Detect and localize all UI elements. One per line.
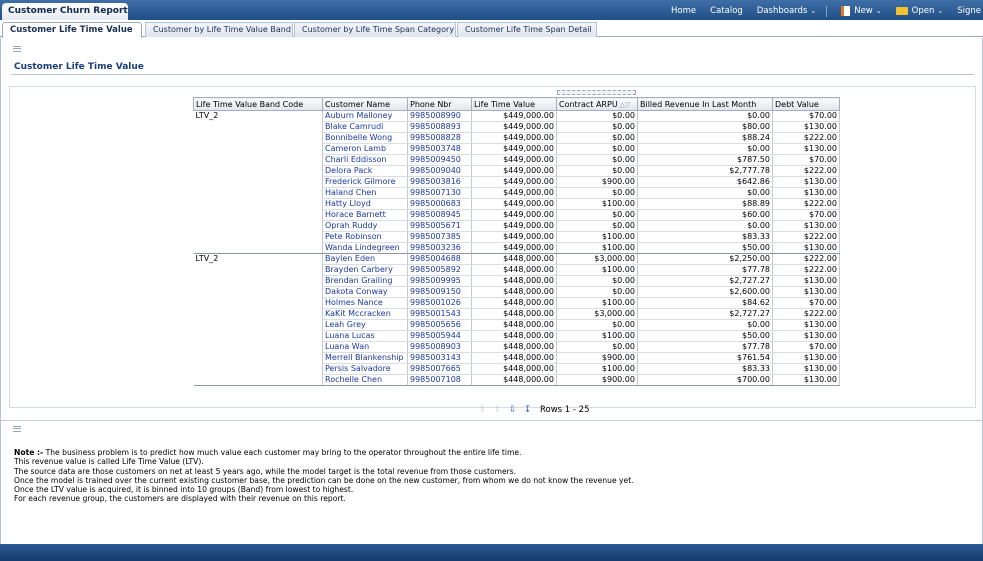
cell-debt-value: $130.00 — [773, 375, 840, 386]
tab-customer-by-ltv-band[interactable] — [145, 22, 293, 37]
cell-contract-arpu: $100.00 — [557, 199, 638, 210]
cell-billed-revenue: $2,727.27 — [638, 309, 773, 320]
cell-billed-revenue: $83.33 — [638, 232, 773, 243]
rows-range-label: Rows 1 - 25 — [540, 405, 590, 415]
cell-billed-revenue: $77.78 — [638, 265, 773, 276]
cell-life-time-value: $448,000.00 — [472, 276, 557, 287]
note-line — [14, 448, 634, 457]
cell-debt-value: $222.00 — [773, 309, 840, 320]
cell-phone-nbr[interactable]: 9985007108 — [408, 375, 472, 386]
cell-life-time-value: $448,000.00 — [472, 364, 557, 375]
cell-debt-value: $130.00 — [773, 243, 840, 254]
cell-debt-value: $70.00 — [773, 342, 840, 353]
cell-life-time-value: $448,000.00 — [472, 342, 557, 353]
cell-phone-nbr[interactable]: 9985000683 — [408, 199, 472, 210]
cell-contract-arpu: $100.00 — [557, 232, 638, 243]
nav-open-label: Open — [911, 6, 935, 16]
cell-billed-revenue: $50.00 — [638, 331, 773, 342]
cell-customer-name[interactable]: Frederick Gilmore — [323, 177, 408, 188]
cell-billed-revenue: $2,600.00 — [638, 287, 773, 298]
cell-billed-revenue: $2,777.78 — [638, 166, 773, 177]
nav-signed-in-label: Signe — [957, 6, 981, 16]
ltv-report-table — [193, 97, 840, 386]
tab-customer-life-time-value[interactable] — [2, 22, 142, 38]
cell-phone-nbr[interactable]: 9985003816 — [408, 177, 472, 188]
cell-life-time-value: $449,000.00 — [472, 232, 557, 243]
cell-contract-arpu: $0.00 — [557, 320, 638, 331]
cell-customer-name[interactable]: Pete Robinson — [323, 232, 408, 243]
cell-billed-revenue: $60.00 — [638, 210, 773, 221]
cell-customer-name[interactable]: Merrell Blankenship — [323, 353, 408, 364]
sort-arrows-icon[interactable]: △▽ — [619, 100, 631, 109]
cell-life-time-value: $448,000.00 — [472, 331, 557, 342]
cell-phone-nbr[interactable]: 9985007665 — [408, 364, 472, 375]
chevron-down-icon: ⌄ — [810, 7, 817, 15]
cell-debt-value: $70.00 — [773, 111, 840, 122]
cell-contract-arpu: $0.00 — [557, 287, 638, 298]
cell-life-time-value: $449,000.00 — [472, 155, 557, 166]
cell-phone-nbr[interactable]: 9985009450 — [408, 155, 472, 166]
cell-phone-nbr[interactable]: 9985005671 — [408, 221, 472, 232]
column-drag-handle[interactable] — [557, 90, 636, 95]
cell-contract-arpu: $900.00 — [557, 375, 638, 386]
nav-home-link[interactable] — [671, 6, 696, 16]
cell-band-code: LTV_2 — [194, 254, 323, 386]
cell-phone-nbr[interactable]: 9985007385 — [408, 232, 472, 243]
cell-customer-name[interactable]: KaKit Mccracken — [323, 309, 408, 320]
report-tab[interactable]: Customer Churn Report — [2, 3, 128, 20]
cell-life-time-value: $449,000.00 — [472, 210, 557, 221]
cell-phone-nbr[interactable]: 9985008990 — [408, 111, 472, 122]
folder-icon — [896, 7, 908, 15]
cell-phone-nbr[interactable]: 9985004688 — [408, 254, 472, 265]
column-header-debt-value[interactable] — [773, 98, 840, 111]
cell-contract-arpu: $100.00 — [557, 243, 638, 254]
cell-customer-name[interactable]: Horace Barnett — [323, 210, 408, 221]
cell-life-time-value: $449,000.00 — [472, 144, 557, 155]
cell-life-time-value: $448,000.00 — [472, 265, 557, 276]
cell-billed-revenue: $2,250.00 — [638, 254, 773, 265]
cell-customer-name[interactable]: Luana Lucas — [323, 331, 408, 342]
tab-label: Customer by Life Time Value Band — [153, 25, 291, 34]
note-line: Once the model is trained over the current existing customer base, the prediction can be done on the new customer, from whom we do not know the revenue yet. — [14, 475, 634, 485]
cell-billed-revenue: $787.50 — [638, 155, 773, 166]
cell-contract-arpu: $100.00 — [557, 331, 638, 342]
cell-contract-arpu: $3,000.00 — [557, 254, 638, 265]
cell-debt-value: $130.00 — [773, 364, 840, 375]
table-row — [194, 111, 840, 122]
nav-dashboards-label: Dashboards — [756, 6, 808, 16]
previous-page-icon[interactable]: ⇧ — [493, 404, 502, 415]
cell-life-time-value: $448,000.00 — [472, 254, 557, 265]
cell-life-time-value: $448,000.00 — [472, 320, 557, 331]
cell-debt-value: $70.00 — [773, 298, 840, 309]
column-header-contract-arpu[interactable] — [557, 98, 638, 111]
cell-phone-nbr[interactable]: 9985003236 — [408, 243, 472, 254]
cell-customer-name[interactable]: Leah Grey — [323, 320, 408, 331]
cell-debt-value: $222.00 — [773, 166, 840, 177]
dashboard-tab-strip — [0, 20, 983, 37]
section-drag-handle-icon[interactable] — [13, 46, 21, 52]
column-header-label: Debt Value — [775, 99, 819, 109]
cell-debt-value: $130.00 — [773, 122, 840, 133]
note-line: Once the LTV value is acquired, it is binned into 10 groups (Band) from lowest to highest. — [14, 485, 354, 495]
cell-contract-arpu: $0.00 — [557, 276, 638, 287]
cell-contract-arpu: $0.00 — [557, 221, 638, 232]
nav-catalog-link[interactable] — [710, 6, 743, 16]
cell-customer-name[interactable]: Blake Camrudi — [323, 122, 408, 133]
table-pager — [477, 404, 590, 416]
cell-billed-revenue: $0.00 — [638, 188, 773, 199]
cell-debt-value: $130.00 — [773, 188, 840, 199]
cell-billed-revenue: $0.00 — [638, 111, 773, 122]
last-page-icon[interactable]: ↧ — [523, 404, 532, 415]
cell-contract-arpu: $0.00 — [557, 210, 638, 221]
cell-customer-name[interactable]: Hatty Lloyd — [323, 199, 408, 210]
cell-phone-nbr[interactable]: 9985003748 — [408, 144, 472, 155]
title-divider — [11, 74, 974, 75]
status-bar — [0, 544, 983, 561]
cell-billed-revenue: $642.86 — [638, 177, 773, 188]
cell-contract-arpu: $0.00 — [557, 155, 638, 166]
cell-debt-value: $130.00 — [773, 287, 840, 298]
cell-billed-revenue: $84.62 — [638, 298, 773, 309]
nav-catalog-label: Catalog — [710, 6, 743, 16]
nav-dashboards-menu[interactable] — [757, 6, 816, 16]
new-document-icon — [841, 6, 850, 16]
cell-debt-value: $130.00 — [773, 221, 840, 232]
cell-contract-arpu: $100.00 — [557, 298, 638, 309]
tab-label: Customer Life Time Value — [10, 25, 133, 35]
cell-customer-name[interactable]: Brayden Carbery — [323, 265, 408, 276]
cell-customer-name[interactable]: Cameron Lamb — [323, 144, 408, 155]
cell-customer-name[interactable]: Persis Salvadore — [323, 364, 408, 375]
column-header-billed-revenue[interactable] — [638, 98, 773, 111]
column-header-label: Billed Revenue In Last Month — [640, 99, 757, 109]
cell-debt-value: $70.00 — [773, 210, 840, 221]
cell-life-time-value: $449,000.00 — [472, 199, 557, 210]
cell-phone-nbr[interactable]: 9985009040 — [408, 166, 472, 177]
cell-debt-value: $70.00 — [773, 155, 840, 166]
cell-phone-nbr[interactable]: 9985005944 — [408, 331, 472, 342]
global-nav — [657, 5, 981, 17]
cell-life-time-value: $449,000.00 — [472, 221, 557, 232]
cell-life-time-value: $449,000.00 — [472, 111, 557, 122]
cell-billed-revenue: $0.00 — [638, 320, 773, 331]
section-divider — [1, 420, 983, 421]
column-header-customer-name[interactable] — [323, 98, 408, 111]
tab-label: Customer by Life Time Span Category — [302, 25, 455, 34]
cell-phone-nbr[interactable]: 9985008945 — [408, 210, 472, 221]
cell-contract-arpu: $0.00 — [557, 111, 638, 122]
cell-customer-name[interactable]: Wanda Lindegreen — [323, 243, 408, 254]
cell-debt-value: $130.00 — [773, 353, 840, 364]
cell-phone-nbr[interactable]: 9985007130 — [408, 188, 472, 199]
nav-signed-in-menu[interactable] — [957, 6, 981, 16]
column-header-label: Life Time Value — [474, 99, 536, 109]
cell-customer-name[interactable]: Baylen Eden — [323, 254, 408, 265]
cell-debt-value: $130.00 — [773, 331, 840, 342]
note-first-line: The business problem is to predict how much value each customer may bring to the operator throughout the entire life time. — [43, 448, 522, 457]
chevron-down-icon: ⌄ — [937, 7, 944, 15]
cell-debt-value: $130.00 — [773, 320, 840, 331]
cell-phone-nbr[interactable]: 9985009150 — [408, 287, 472, 298]
cell-billed-revenue: $2,727.27 — [638, 276, 773, 287]
table-row — [194, 254, 840, 265]
cell-life-time-value: $449,000.00 — [472, 166, 557, 177]
cell-customer-name[interactable]: Oprah Ruddy — [323, 221, 408, 232]
note-line: This revenue value is called Life Time Value (LTV). — [14, 457, 204, 467]
cell-phone-nbr[interactable]: 9985001026 — [408, 298, 472, 309]
section-drag-handle-icon[interactable] — [13, 426, 21, 432]
cell-band-code: LTV_2 — [194, 111, 323, 254]
cell-customer-name[interactable]: Luana Wan — [323, 342, 408, 353]
column-header-life-time-value[interactable] — [472, 98, 557, 111]
cell-life-time-value: $448,000.00 — [472, 298, 557, 309]
cell-life-time-value: $449,000.00 — [472, 177, 557, 188]
tab-customer-life-time-span-detail[interactable] — [457, 22, 597, 37]
cell-debt-value: $222.00 — [773, 254, 840, 265]
nav-new-label: New — [854, 6, 873, 16]
cell-billed-revenue: $88.89 — [638, 199, 773, 210]
cell-customer-name[interactable]: Dakota Conway — [323, 287, 408, 298]
cell-customer-name[interactable]: Holmes Nance — [323, 298, 408, 309]
cell-customer-name[interactable]: Brendan Grailing — [323, 276, 408, 287]
cell-phone-nbr[interactable]: 9985009995 — [408, 276, 472, 287]
cell-phone-nbr[interactable]: 9985008828 — [408, 133, 472, 144]
cell-contract-arpu: $0.00 — [557, 144, 638, 155]
cell-customer-name[interactable]: Bonnibelle Wong — [323, 133, 408, 144]
cell-billed-revenue: $77.78 — [638, 342, 773, 353]
column-header-label: Life Time Value Band Code — [196, 99, 304, 109]
column-header-label: Phone Nbr — [410, 99, 452, 109]
cell-customer-name[interactable]: Auburn Malloney — [323, 111, 408, 122]
cell-customer-name[interactable]: Rochelle Chen — [323, 375, 408, 386]
cell-billed-revenue: $0.00 — [638, 221, 773, 232]
table-body — [194, 111, 840, 386]
note-text — [14, 448, 634, 504]
cell-contract-arpu: $0.00 — [557, 188, 638, 199]
note-label: Note :- — [14, 448, 44, 457]
cell-life-time-value: $449,000.00 — [472, 122, 557, 133]
tab-customer-by-life-time-span-category[interactable] — [294, 22, 456, 37]
cell-life-time-value: $449,000.00 — [472, 243, 557, 254]
cell-contract-arpu: $3,000.00 — [557, 309, 638, 320]
cell-debt-value: $130.00 — [773, 177, 840, 188]
cell-debt-value: $130.00 — [773, 276, 840, 287]
cell-life-time-value: $449,000.00 — [472, 188, 557, 199]
cell-billed-revenue: $761.54 — [638, 353, 773, 364]
cell-billed-revenue: $83.33 — [638, 364, 773, 375]
dashboard-content — [0, 38, 983, 544]
nav-home-label: Home — [671, 6, 697, 16]
cell-debt-value: $222.00 — [773, 133, 840, 144]
cell-phone-nbr[interactable]: 9985005656 — [408, 320, 472, 331]
nav-open-menu[interactable] — [896, 6, 944, 16]
cell-phone-nbr[interactable]: 9985001543 — [408, 309, 472, 320]
column-header-label: Contract ARPU — [559, 99, 618, 109]
cell-billed-revenue: $88.24 — [638, 133, 773, 144]
cell-life-time-value: $448,000.00 — [472, 353, 557, 364]
cell-customer-name[interactable]: Charli Eddisson — [323, 155, 408, 166]
cell-customer-name[interactable]: Haland Chen — [323, 188, 408, 199]
note-line: The source data are those customers on net at least 5 years ago, while the model target is the total revenue from those customers. — [14, 466, 517, 476]
cell-phone-nbr[interactable]: 9985008903 — [408, 342, 472, 353]
cell-phone-nbr[interactable]: 9985008893 — [408, 122, 472, 133]
table-header-row — [194, 98, 840, 111]
cell-life-time-value: $448,000.00 — [472, 287, 557, 298]
section-title: Customer Life Time Value — [14, 62, 144, 72]
column-header-label: Customer Name — [325, 99, 391, 109]
cell-customer-name[interactable]: Delora Pack — [323, 166, 408, 177]
cell-contract-arpu: $100.00 — [557, 364, 638, 375]
cell-billed-revenue: $50.00 — [638, 243, 773, 254]
nav-new-menu[interactable] — [841, 6, 881, 16]
cell-life-time-value: $448,000.00 — [472, 375, 557, 386]
cell-contract-arpu: $0.00 — [557, 122, 638, 133]
cell-contract-arpu: $100.00 — [557, 265, 638, 276]
cell-life-time-value: $448,000.00 — [472, 309, 557, 320]
note-line: For each revenue group, the customers are displayed with their revenue on this report. — [14, 494, 346, 504]
column-header-band-code[interactable] — [194, 98, 323, 111]
cell-phone-nbr[interactable]: 9985005892 — [408, 265, 472, 276]
cell-billed-revenue: $0.00 — [638, 144, 773, 155]
tab-label: Customer Life Time Span Detail — [465, 25, 592, 34]
cell-debt-value: $130.00 — [773, 144, 840, 155]
app-header-bar — [0, 0, 983, 20]
cell-debt-value: $222.00 — [773, 265, 840, 276]
cell-contract-arpu: $900.00 — [557, 177, 638, 188]
chevron-down-icon: ⌄ — [875, 7, 882, 15]
cell-debt-value: $222.00 — [773, 199, 840, 210]
column-header-phone-nbr[interactable] — [408, 98, 472, 111]
cell-billed-revenue: $700.00 — [638, 375, 773, 386]
cell-billed-revenue: $80.00 — [638, 122, 773, 133]
first-page-icon[interactable]: ⇧ — [478, 404, 487, 415]
cell-contract-arpu: $0.00 — [557, 342, 638, 353]
cell-contract-arpu: $0.00 — [557, 166, 638, 177]
cell-phone-nbr[interactable]: 9985003143 — [408, 353, 472, 364]
cell-contract-arpu: $900.00 — [557, 353, 638, 364]
nav-separator — [826, 6, 827, 17]
cell-life-time-value: $449,000.00 — [472, 133, 557, 144]
cell-contract-arpu: $0.00 — [557, 133, 638, 144]
next-page-icon[interactable]: ⇩ — [508, 404, 517, 415]
cell-debt-value: $222.00 — [773, 232, 840, 243]
